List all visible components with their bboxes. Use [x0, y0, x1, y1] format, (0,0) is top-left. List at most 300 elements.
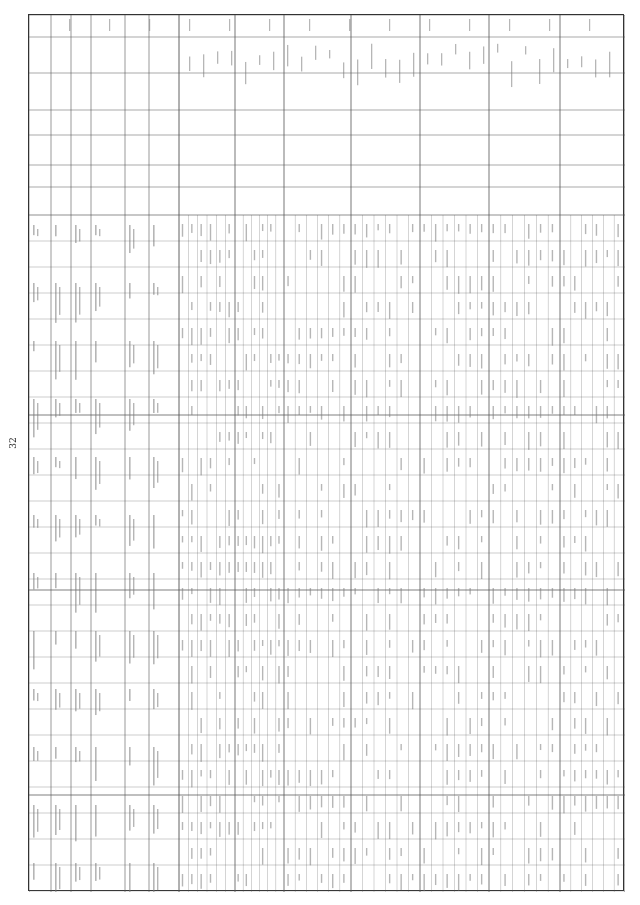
cell-value-mark	[412, 276, 413, 283]
cell-value-mark	[446, 770, 447, 785]
column-header-mark	[525, 46, 526, 54]
header-text-mark	[75, 399, 77, 413]
cell-value-mark	[435, 744, 436, 750]
cell-value-mark	[435, 666, 436, 674]
header-text-mark	[55, 283, 57, 323]
cell-value-mark	[481, 640, 482, 653]
header-text-mark	[55, 399, 57, 417]
header-text-mark	[129, 747, 131, 765]
cell-value-mark	[493, 744, 494, 759]
cell-value-mark	[481, 536, 482, 542]
cell-value-mark	[228, 458, 229, 465]
cell-value-mark	[299, 848, 300, 860]
header-text-mark	[55, 747, 57, 759]
header-text-mark	[59, 519, 60, 537]
header-text-mark	[33, 805, 35, 838]
cell-value-mark	[504, 484, 505, 491]
cell-value-mark	[262, 432, 263, 439]
cell-value-mark	[504, 432, 505, 445]
cell-value-mark	[366, 536, 367, 553]
cell-value-mark	[423, 848, 424, 863]
top-header-mark	[189, 19, 190, 31]
header-text-mark	[33, 457, 35, 474]
cell-value-mark	[278, 354, 279, 361]
cell-value-mark	[552, 744, 553, 752]
cell-value-mark	[332, 640, 333, 657]
cell-value-mark	[310, 770, 311, 786]
header-text-mark	[75, 689, 77, 711]
header-text-mark	[129, 573, 131, 598]
cell-value-mark	[270, 354, 271, 363]
cell-value-mark	[563, 562, 564, 574]
cell-value-mark	[287, 588, 288, 603]
cell-value-mark	[574, 744, 575, 754]
cell-value-mark	[574, 770, 575, 781]
cell-value-mark	[210, 796, 211, 806]
cell-value-mark	[552, 406, 553, 414]
cell-value-mark	[540, 380, 541, 393]
header-text-mark	[99, 867, 100, 880]
cell-value-mark	[435, 614, 436, 623]
cell-value-mark	[191, 614, 192, 624]
cell-value-mark	[607, 718, 608, 736]
cell-value-mark	[278, 536, 279, 544]
header-text-mark	[157, 403, 158, 413]
cell-value-mark	[528, 588, 529, 602]
cell-value-mark	[552, 354, 553, 365]
cell-value-mark	[446, 744, 447, 761]
header-text-mark	[153, 863, 155, 892]
cell-value-mark	[191, 354, 192, 363]
cell-value-mark	[182, 822, 183, 830]
cell-value-mark	[182, 640, 183, 651]
cell-value-mark	[574, 822, 575, 835]
cell-value-mark	[528, 666, 529, 682]
cell-value-mark	[254, 718, 255, 734]
cell-value-mark	[377, 406, 378, 415]
cell-value-mark	[332, 354, 333, 361]
cell-value-mark	[552, 848, 553, 860]
cell-value-mark	[299, 328, 300, 340]
cell-value-mark	[254, 250, 255, 260]
cell-value-mark	[458, 354, 459, 366]
cell-value-mark	[366, 328, 367, 340]
cell-value-mark	[481, 874, 482, 884]
cell-value-mark	[270, 380, 271, 387]
column-header-mark	[609, 52, 610, 78]
cell-value-mark	[617, 484, 618, 498]
column-header-mark	[343, 62, 344, 78]
cell-value-mark	[528, 640, 529, 647]
cell-value-mark	[528, 796, 529, 806]
cell-value-mark	[469, 458, 470, 467]
cell-value-mark	[254, 536, 255, 548]
cell-value-mark	[469, 770, 470, 782]
column-header-mark	[553, 48, 554, 72]
cell-value-mark	[200, 276, 201, 287]
cell-value-mark	[389, 302, 390, 319]
cell-value-mark	[191, 744, 192, 754]
cell-value-mark	[262, 224, 263, 231]
header-text-mark	[129, 689, 131, 701]
header-text-mark	[157, 693, 158, 707]
cell-value-mark	[528, 406, 529, 418]
header-text-mark	[153, 457, 155, 488]
cell-value-mark	[585, 848, 586, 862]
cell-value-mark	[219, 302, 220, 312]
header-text-mark	[95, 457, 97, 490]
cell-value-mark	[458, 770, 459, 780]
cell-value-mark	[528, 562, 529, 573]
cell-value-mark	[377, 770, 378, 779]
header-text-mark	[33, 689, 35, 701]
cell-value-mark	[219, 250, 220, 263]
cell-value-mark	[278, 718, 279, 732]
header-text-mark	[33, 747, 35, 761]
cell-value-mark	[343, 666, 344, 681]
cell-value-mark	[210, 458, 211, 468]
cell-value-mark	[332, 718, 333, 726]
cell-value-mark	[412, 874, 413, 880]
cell-value-mark	[210, 614, 211, 621]
cell-value-mark	[321, 406, 322, 420]
header-text-mark	[33, 341, 35, 351]
cell-value-mark	[210, 770, 211, 778]
cell-value-mark	[493, 588, 494, 604]
cell-value-mark	[246, 406, 247, 418]
cell-value-mark	[191, 588, 192, 594]
cell-value-mark	[585, 718, 586, 734]
cell-value-mark	[574, 276, 575, 291]
cell-value-mark	[182, 562, 183, 569]
header-text-mark	[33, 515, 35, 528]
cell-value-mark	[607, 666, 608, 679]
cell-value-mark	[287, 406, 288, 423]
cell-value-mark	[516, 510, 517, 522]
cell-value-mark	[366, 432, 367, 438]
cell-value-mark	[182, 458, 183, 472]
cell-value-mark	[585, 224, 586, 234]
cell-value-mark	[528, 224, 529, 239]
cell-value-mark	[343, 822, 344, 829]
cell-value-mark	[210, 302, 211, 311]
cell-value-mark	[617, 874, 618, 885]
column-header-mark	[483, 46, 484, 63]
cell-value-mark	[504, 380, 505, 393]
header-text-mark	[55, 863, 57, 892]
cell-value-mark	[332, 224, 333, 235]
cell-value-mark	[191, 406, 192, 415]
header-text-mark	[129, 225, 131, 253]
column-header-mark	[329, 50, 330, 58]
cell-value-mark	[191, 666, 192, 684]
cell-value-mark	[237, 640, 238, 651]
cell-value-mark	[493, 484, 494, 494]
cell-value-mark	[299, 640, 300, 651]
cell-value-mark	[299, 510, 300, 519]
cell-value-mark	[504, 718, 505, 725]
cell-value-mark	[423, 614, 424, 624]
cell-value-mark	[540, 432, 541, 446]
cell-value-mark	[504, 874, 505, 886]
cell-value-mark	[246, 666, 247, 672]
cell-value-mark	[354, 562, 355, 578]
cell-value-mark	[191, 640, 192, 657]
cell-value-mark	[343, 874, 344, 883]
cell-value-mark	[354, 484, 355, 496]
cell-value-mark	[299, 536, 300, 548]
column-header-mark	[357, 59, 358, 85]
cell-value-mark	[200, 614, 201, 631]
cell-value-mark	[469, 406, 470, 417]
header-text-mark	[79, 287, 80, 315]
cell-value-mark	[540, 406, 541, 418]
header-text-mark	[55, 225, 57, 236]
column-header-mark	[595, 59, 596, 77]
cell-value-mark	[389, 822, 390, 839]
header-text-mark	[79, 577, 80, 605]
cell-value-mark	[469, 588, 470, 594]
column-header-mark	[441, 53, 442, 65]
cell-value-mark	[493, 822, 494, 837]
cell-value-mark	[493, 510, 494, 523]
cell-value-mark	[412, 640, 413, 653]
cell-value-mark	[389, 874, 390, 883]
header-text-mark	[55, 689, 57, 710]
cell-value-mark	[343, 796, 344, 808]
cell-value-mark	[585, 666, 586, 672]
cell-value-mark	[182, 328, 183, 338]
cell-value-mark	[343, 406, 344, 421]
cell-value-mark	[563, 874, 564, 882]
cell-value-mark	[481, 770, 482, 777]
cell-value-mark	[574, 302, 575, 313]
top-header-mark	[589, 19, 590, 31]
header-text-mark	[129, 399, 131, 431]
cell-value-mark	[354, 588, 355, 594]
cell-value-mark	[332, 562, 333, 579]
cell-value-mark	[228, 770, 229, 785]
cell-value-mark	[528, 432, 529, 450]
cell-value-mark	[458, 588, 459, 596]
header-text-mark	[59, 693, 60, 708]
cell-value-mark	[299, 224, 300, 232]
cell-value-mark	[446, 666, 447, 674]
cell-value-mark	[287, 718, 288, 728]
cell-value-mark	[191, 302, 192, 310]
cell-value-mark	[481, 744, 482, 752]
cell-value-mark	[585, 562, 586, 575]
cell-value-mark	[210, 224, 211, 241]
cell-value-mark	[310, 432, 311, 446]
header-text-mark	[37, 403, 38, 430]
cell-value-mark	[377, 224, 378, 230]
cell-value-mark	[262, 640, 263, 646]
cell-value-mark	[446, 432, 447, 448]
cell-value-mark	[228, 302, 229, 317]
cell-value-mark	[366, 510, 367, 528]
cell-value-mark	[278, 770, 279, 785]
cell-value-mark	[493, 224, 494, 233]
cell-value-mark	[493, 380, 494, 390]
cell-value-mark	[287, 380, 288, 392]
cell-value-mark	[469, 510, 470, 524]
cell-value-mark	[493, 276, 494, 292]
column-header-mark	[203, 54, 204, 77]
cell-value-mark	[366, 744, 367, 756]
cell-value-mark	[299, 458, 300, 474]
cell-value-mark	[446, 874, 447, 888]
cell-value-mark	[540, 770, 541, 778]
cell-value-mark	[493, 406, 494, 419]
cell-value-mark	[191, 328, 192, 345]
cell-value-mark	[540, 744, 541, 750]
top-header-mark	[349, 19, 350, 31]
cell-value-mark	[504, 640, 505, 655]
cell-value-mark	[270, 432, 271, 443]
cell-value-mark	[516, 588, 517, 600]
cell-value-mark	[389, 848, 390, 860]
cell-value-mark	[540, 510, 541, 525]
cell-value-mark	[528, 614, 529, 631]
cell-value-mark	[254, 354, 255, 361]
cell-value-mark	[228, 614, 229, 627]
cell-value-mark	[607, 432, 608, 447]
cell-value-mark	[254, 744, 255, 753]
cell-value-mark	[607, 354, 608, 369]
cell-value-mark	[200, 562, 201, 577]
header-text-mark	[75, 515, 77, 537]
cell-value-mark	[182, 224, 183, 237]
cell-value-mark	[446, 380, 447, 395]
header-text-mark	[157, 751, 158, 778]
column-header-mark	[455, 44, 456, 54]
cell-value-mark	[332, 848, 333, 858]
cell-value-mark	[377, 536, 378, 550]
cell-value-mark	[321, 562, 322, 572]
header-text-mark	[153, 689, 155, 709]
cell-value-mark	[191, 874, 192, 884]
cell-value-mark	[400, 510, 401, 522]
header-text-mark	[95, 631, 97, 662]
cell-value-mark	[504, 302, 505, 312]
cell-value-mark	[287, 848, 288, 863]
cell-value-mark	[540, 614, 541, 620]
cell-value-mark	[563, 666, 564, 674]
cell-value-mark	[481, 224, 482, 232]
cell-value-mark	[354, 848, 355, 864]
cell-value-mark	[481, 328, 482, 336]
cell-value-mark	[493, 328, 494, 336]
cell-value-mark	[617, 692, 618, 704]
cell-value-mark	[219, 562, 220, 575]
cell-value-mark	[458, 692, 459, 704]
cell-value-mark	[585, 536, 586, 552]
cell-value-mark	[412, 302, 413, 313]
cell-value-mark	[528, 276, 529, 284]
cell-value-mark	[191, 692, 192, 710]
cell-value-mark	[389, 562, 390, 579]
cell-value-mark	[563, 510, 564, 519]
cell-value-mark	[458, 406, 459, 423]
header-text-mark	[99, 519, 100, 526]
cell-value-mark	[377, 692, 378, 705]
cell-value-mark	[332, 536, 333, 544]
cell-value-mark	[504, 224, 505, 233]
header-text-mark	[75, 805, 77, 841]
cell-value-mark	[343, 458, 344, 465]
cell-value-mark	[389, 224, 390, 233]
cell-value-mark	[596, 250, 597, 263]
cell-value-mark	[210, 588, 211, 603]
cell-value-mark	[343, 640, 344, 648]
cell-value-mark	[446, 276, 447, 290]
cell-value-mark	[504, 328, 505, 339]
cell-value-mark	[540, 562, 541, 568]
cell-value-mark	[210, 666, 211, 678]
cell-value-mark	[585, 588, 586, 604]
cell-value-mark	[400, 588, 401, 603]
cell-value-mark	[200, 640, 201, 651]
cell-value-mark	[607, 614, 608, 626]
cell-value-mark	[366, 380, 367, 397]
cell-value-mark	[596, 510, 597, 525]
cell-value-mark	[246, 224, 247, 241]
header-text-mark	[129, 341, 131, 367]
header-text-mark	[59, 403, 60, 416]
cell-value-mark	[366, 250, 367, 268]
cell-value-mark	[366, 302, 367, 312]
cell-value-mark	[516, 302, 517, 316]
cell-value-mark	[321, 250, 322, 266]
cell-value-mark	[343, 744, 344, 760]
cell-value-mark	[299, 354, 300, 364]
header-text-mark	[79, 519, 80, 535]
header-text-mark	[153, 573, 155, 609]
cell-value-mark	[191, 224, 192, 233]
cell-value-mark	[435, 874, 436, 885]
cell-value-mark	[585, 770, 586, 778]
cell-value-mark	[552, 718, 553, 730]
cell-value-mark	[366, 224, 367, 237]
cell-value-mark	[377, 432, 378, 448]
top-header-mark	[469, 19, 470, 31]
cell-value-mark	[458, 744, 459, 757]
cell-value-mark	[254, 692, 255, 702]
cell-value-mark	[585, 354, 586, 361]
header-text-mark	[95, 399, 97, 434]
cell-value-mark	[493, 692, 494, 700]
cell-value-mark	[540, 250, 541, 260]
cell-value-mark	[516, 536, 517, 549]
cell-value-mark	[299, 770, 300, 783]
cell-value-mark	[219, 692, 220, 699]
cell-value-mark	[332, 380, 333, 392]
cell-value-mark	[321, 484, 322, 491]
cell-value-mark	[377, 250, 378, 268]
cell-value-mark	[287, 666, 288, 677]
cell-value-mark	[423, 224, 424, 232]
cell-value-mark	[389, 666, 390, 679]
cell-value-mark	[585, 640, 586, 648]
header-text-mark	[79, 867, 80, 880]
cell-value-mark	[607, 588, 608, 605]
cell-value-mark	[321, 822, 322, 838]
cell-value-mark	[262, 302, 263, 313]
cell-value-mark	[574, 536, 575, 543]
cell-value-mark	[366, 848, 367, 856]
column-header-mark	[287, 45, 288, 66]
